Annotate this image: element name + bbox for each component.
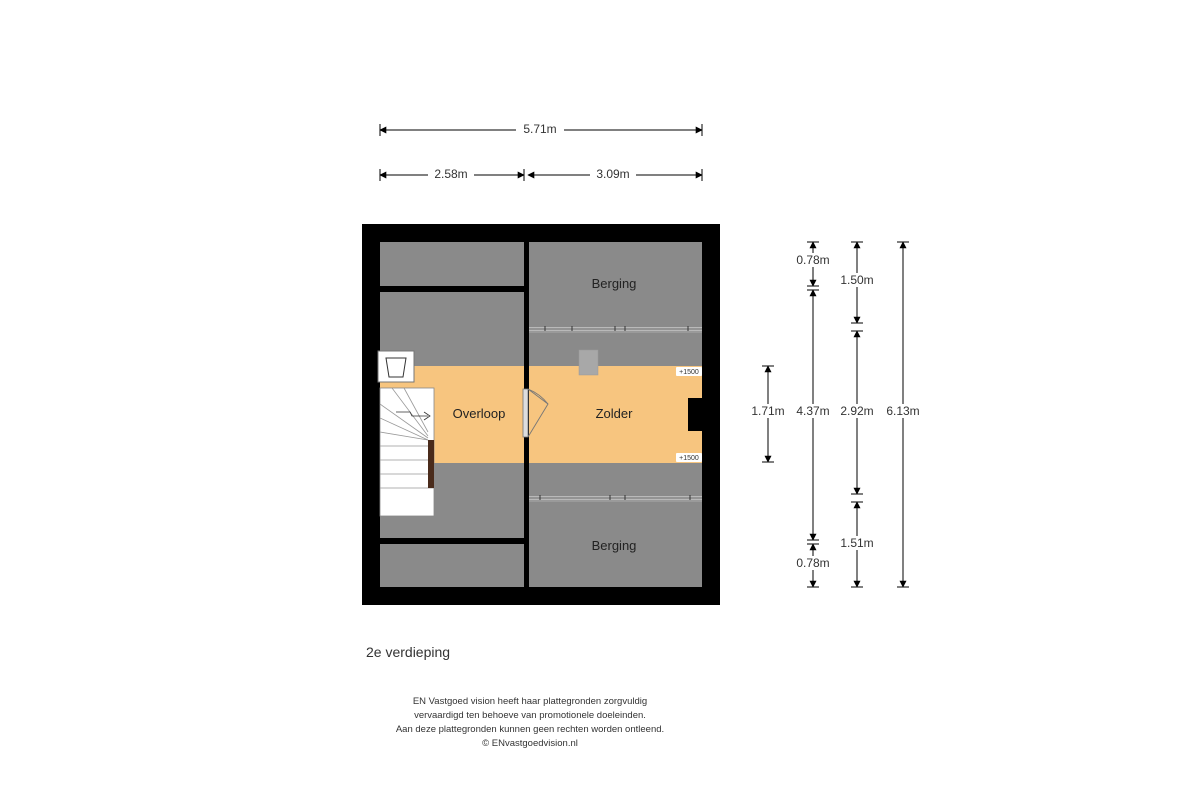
col2-bottom-label: 1.51m — [840, 536, 874, 550]
left-width-label: 2.58m — [434, 167, 468, 181]
dimension-right-width — [528, 167, 702, 181]
dimension-left-width — [380, 167, 524, 181]
fixture-icon — [378, 351, 414, 382]
total-depth-label: 6.13m — [886, 404, 920, 418]
chimney — [688, 398, 702, 431]
room-label-overloop: Overloop — [452, 406, 506, 421]
dimension-attic-depth — [748, 366, 788, 462]
col1-mid-label: 4.37m — [796, 404, 830, 418]
height-mark-top: +1500 — [679, 369, 699, 376]
col2-top-label: 1.50m — [840, 273, 874, 287]
staircase-icon — [380, 388, 434, 516]
col2-mid-label: 2.92m — [840, 404, 874, 418]
dimension-total-depth — [882, 242, 924, 587]
right-width-label: 3.09m — [596, 167, 630, 181]
floor-label: 2e verdieping — [366, 644, 451, 660]
dimension-column-2 — [836, 242, 878, 587]
room-label-berging-top: Berging — [591, 276, 637, 291]
disclaimer-line-3: Aan deze plattegronden kunnen geen rechten worden ontleend. — [395, 724, 665, 735]
left-bottom-storage-area — [380, 544, 524, 587]
room-label-zolder: Zolder — [595, 406, 633, 421]
total-width-label: 5.71m — [523, 122, 557, 136]
col1-top-label: 0.78m — [796, 253, 830, 267]
disclaimer — [330, 695, 730, 751]
room-label-berging-bottom: Berging — [591, 538, 637, 553]
height-mark-bottom: +1500 — [679, 455, 699, 462]
disclaimer-line-4: © ENvastgoedvision.nl — [482, 738, 578, 749]
attic-depth-label: 1.71m — [751, 404, 785, 418]
skylight-icon — [579, 350, 598, 375]
left-top-storage-area — [380, 242, 524, 286]
disclaimer-line-1: EN Vastgoed vision heeft haar plattegronden zorgvuldig — [412, 696, 648, 707]
disclaimer-line-2: vervaardigd ten behoeve van promotionele doeleinden. — [414, 710, 646, 721]
col1-bottom-label: 0.78m — [796, 556, 830, 570]
dimension-total-width — [380, 122, 702, 136]
dimension-column-1 — [792, 242, 834, 587]
